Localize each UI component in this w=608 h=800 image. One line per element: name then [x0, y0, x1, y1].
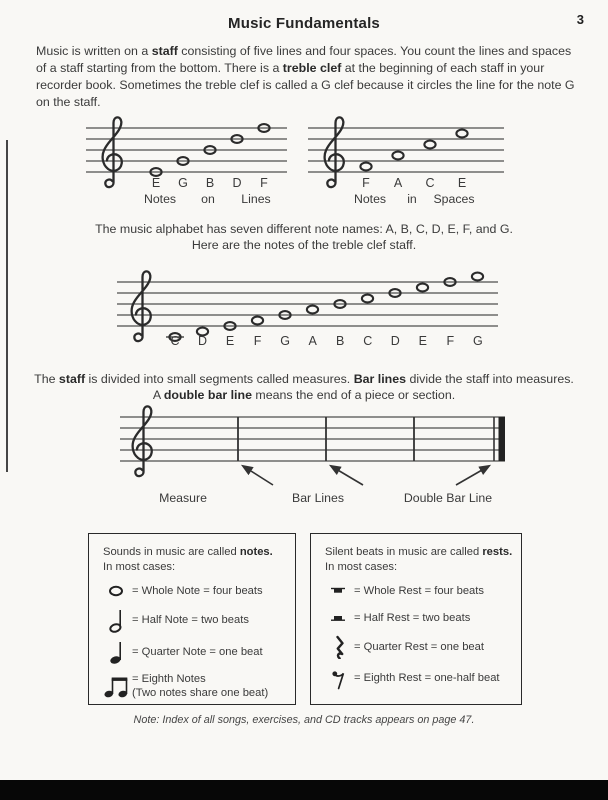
measures-diagram: [118, 403, 508, 509]
header-line-2: In most cases:: [325, 560, 398, 573]
note-letter: D: [390, 334, 400, 348]
staff-notes-on-lines: [84, 108, 289, 212]
note-letter: F: [253, 334, 262, 348]
staff-notes-in-spaces: [306, 108, 506, 212]
scan-edge-artifact: [6, 140, 8, 472]
item-text: = Half Rest = two beats: [354, 611, 471, 624]
footer-note: Note: Index of all songs, exercises, and CD tracks appears on page 47.: [133, 714, 475, 726]
note-letter: C: [363, 334, 373, 348]
note-letter: F: [260, 176, 268, 190]
item-subtext: (Two notes share one beat): [132, 687, 269, 700]
note-letter: B: [205, 176, 215, 190]
bar-lines-label: Bar Lines: [292, 491, 344, 505]
header-text: Silent beats in music are called: [325, 546, 483, 558]
note-letter: C: [170, 334, 180, 348]
half-note-item: [103, 608, 287, 633]
caption-word: Notes: [353, 192, 387, 206]
measures-text: The: [34, 372, 59, 386]
measures-paragraph: [0, 372, 608, 404]
caption-word: in: [407, 192, 417, 206]
item-text: = Quarter Rest = one beat: [354, 640, 484, 653]
measures-text: is divided into small segments called measures.: [85, 372, 354, 386]
item-text: = Quarter Note = one beat: [132, 646, 263, 659]
caption-word: Notes: [143, 192, 177, 206]
whole-notes: [169, 273, 483, 341]
quarter-rest-icon: [325, 635, 351, 659]
whole-rest-item: [325, 581, 513, 601]
half-note-icon: [103, 608, 129, 633]
page-number: 3: [576, 12, 584, 27]
rests-box-header: [325, 545, 513, 574]
whole-rest-icon: [325, 585, 351, 597]
staff-lines: [120, 417, 505, 461]
alphabet-line-2: Here are the notes of the treble clef staff.: [191, 237, 417, 252]
note-letter: A: [393, 176, 403, 190]
intro-bold-staff: staff: [151, 44, 178, 58]
notes-box-header: [103, 545, 287, 574]
arrow-icon: [243, 466, 489, 485]
alphabet-text: [0, 222, 608, 253]
measures-staff: [118, 403, 508, 489]
space-note-letters: [358, 176, 470, 190]
note-letter: C: [425, 176, 435, 190]
intro-paragraph: [36, 43, 582, 110]
header-bold: rests.: [482, 546, 513, 558]
eighth-notes-icon: [103, 673, 129, 699]
note-letter: A: [308, 334, 317, 348]
notes-info-box: [88, 533, 296, 705]
half-rest-icon: [325, 612, 351, 624]
note-letter: D: [232, 176, 242, 190]
measures-text: A: [152, 387, 164, 402]
measures-bold-staff: staff: [58, 372, 86, 386]
item-text: = Eighth Notes: [132, 673, 206, 686]
rests-info-box: [310, 533, 522, 705]
scan-bottom-strip: [0, 780, 608, 800]
measure-label: Measure: [159, 491, 207, 505]
eighth-rest-item: [325, 666, 513, 690]
double-bar-line-label: Double Bar Line: [403, 491, 493, 505]
whole-note-icon: [103, 583, 129, 599]
note-letter: G: [472, 334, 483, 348]
intro-text: consisting of five lines and four spaces. You count the lines and spaces of a staff starting from the bottom. There is a: [36, 44, 572, 75]
intro-text: at the beginning of each staff in your recorder book. Sometimes the treble clef is called a G clef because it circles the line for the note G on the staff.: [36, 60, 575, 109]
page-title: Music Fundamentals: [228, 15, 380, 32]
item-text: = Half Note = two beats: [132, 614, 249, 627]
caption-word: Lines: [241, 192, 271, 206]
measures-text: means the end of a piece or section.: [251, 387, 456, 402]
staff-lines: [117, 282, 498, 326]
note-letter: E: [457, 176, 467, 190]
quarter-rest-item: [325, 635, 513, 659]
measures-bold-double-bar: double bar line: [163, 387, 252, 402]
alphabet-line-1: The music alphabet has seven different note names: A, B, C, D, E, F, and G.: [95, 222, 513, 236]
measures-line-1: [0, 372, 608, 388]
note-letter: F: [446, 334, 455, 348]
caption-word: Spaces: [433, 192, 475, 206]
header-bold: notes.: [239, 546, 273, 558]
half-rest-item: [325, 608, 513, 628]
measures-line-2: [0, 388, 608, 404]
scale-note-letters: [168, 334, 485, 348]
measures-text: divide the staff into measures.: [406, 372, 574, 386]
quarter-note-icon: [103, 640, 129, 665]
quarter-note-item: [103, 640, 287, 665]
caption-word: on: [201, 192, 215, 206]
header-text: Sounds in music are called: [103, 546, 240, 558]
header-line-2: In most cases:: [103, 560, 176, 573]
item-text: = Whole Rest = four beats: [354, 584, 484, 597]
item-text-group: [132, 672, 268, 700]
eighth-rest-icon: [325, 666, 351, 690]
staff-treble-scale: [115, 262, 500, 357]
intro-bold-treble-clef: treble clef: [282, 60, 342, 75]
note-letter: G: [280, 334, 290, 348]
note-letter: E: [418, 334, 427, 348]
note-letter: G: [178, 176, 188, 190]
item-text: = Eighth Rest = one-half beat: [354, 671, 500, 684]
note-letter: D: [198, 334, 208, 348]
eighth-notes-item: [103, 672, 287, 700]
line-note-letters: [148, 176, 272, 190]
note-letter: E: [225, 334, 235, 348]
intro-text: Music is written on a: [36, 44, 152, 58]
whole-note-item: [103, 581, 287, 601]
item-text: = Whole Note = four beats: [132, 584, 263, 597]
measures-bold-bar-lines: Bar lines: [353, 372, 407, 386]
note-letter: E: [151, 176, 161, 190]
note-letter: F: [362, 176, 370, 190]
note-letter: B: [336, 334, 345, 348]
